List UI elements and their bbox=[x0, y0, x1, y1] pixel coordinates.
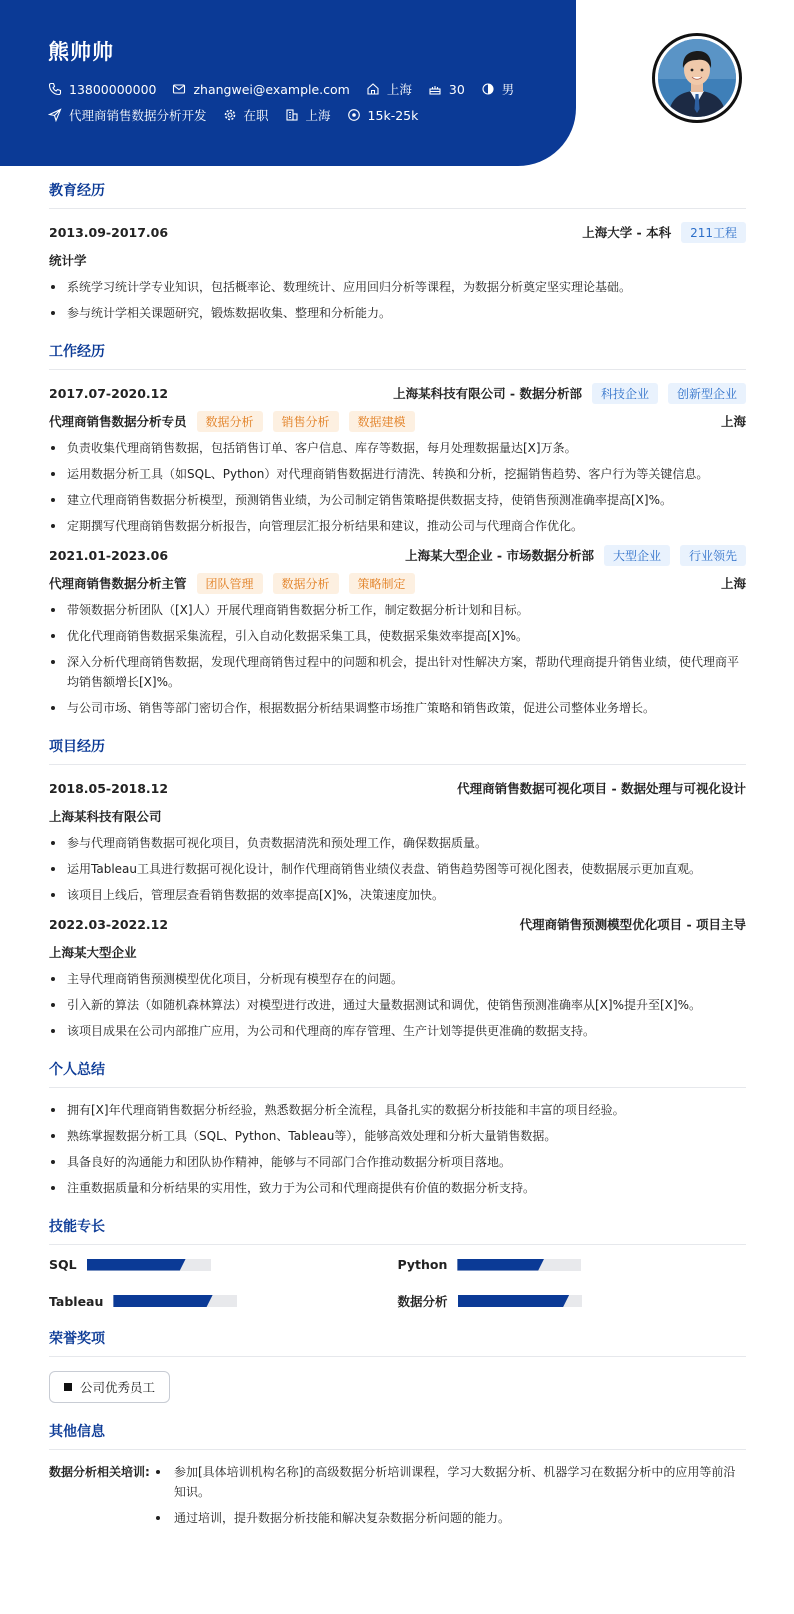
role-tag: 数据分析 bbox=[197, 411, 263, 432]
contact-row bbox=[48, 80, 530, 98]
other-label: 数据分析相关培训: bbox=[49, 1465, 150, 1479]
section-title: 教育经历 bbox=[49, 180, 746, 209]
skill-name: 数据分析 bbox=[397, 1294, 448, 1309]
company-tag: 创新型企业 bbox=[668, 383, 746, 404]
profile-photo bbox=[658, 39, 736, 117]
entry-date: 2013.09-2017.06 bbox=[49, 224, 169, 240]
role-name: 代理商销售数据分析专员 bbox=[49, 414, 187, 429]
bullet-list bbox=[49, 969, 746, 1041]
list-item: 该项目成果在公司内部推广应用，为公司和代理商的库存管理、生产计划等提供更准确的数据支持。 bbox=[49, 1021, 746, 1041]
role-tag: 销售分析 bbox=[273, 411, 339, 432]
skills-grid bbox=[49, 1257, 746, 1310]
entry-right bbox=[405, 545, 746, 566]
skills-section bbox=[49, 1216, 746, 1310]
section-title: 工作经历 bbox=[49, 341, 746, 370]
project-name: 代理商销售数据可视化项目 - 数据处理与可视化设计 bbox=[457, 781, 746, 796]
skill-bar bbox=[87, 1259, 211, 1271]
list-item: 熟练掌握数据分析工具（SQL、Python、Tableau等），能够高效处理和分析大量销售数据。 bbox=[49, 1126, 746, 1146]
major-row bbox=[49, 249, 746, 271]
skill-bar-fill bbox=[113, 1295, 212, 1307]
list-item: 带领数据分析团队（[X]人）开展代理商销售数据分析工作，制定数据分析计划和目标。 bbox=[49, 600, 746, 620]
project-company: 上海某大型企业 bbox=[49, 945, 137, 960]
salary-item bbox=[347, 108, 419, 123]
work-entry bbox=[49, 382, 746, 536]
company-tag: 行业领先 bbox=[680, 545, 746, 566]
entry-header bbox=[49, 544, 746, 566]
entry-header bbox=[49, 382, 746, 404]
list-item: 负责收集代理商销售数据，包括销售订单、客户信息、库存等数据，每月处理数据量达[X]万条。 bbox=[49, 438, 746, 458]
section-title: 个人总结 bbox=[49, 1059, 746, 1088]
entry-date: 2021.01-2023.06 bbox=[49, 547, 169, 563]
job-intent-row bbox=[48, 106, 434, 124]
cake-icon bbox=[428, 82, 442, 96]
candidate-name: 熊帅帅 bbox=[48, 40, 114, 64]
city-item bbox=[366, 80, 412, 98]
project-entry bbox=[49, 913, 746, 1041]
company-tag: 科技企业 bbox=[592, 383, 658, 404]
company-tag: 大型企业 bbox=[604, 545, 670, 566]
gender-text: 男 bbox=[501, 82, 515, 97]
email-text: zhangwei@example.com bbox=[193, 81, 350, 97]
entry-date: 2018.05-2018.12 bbox=[49, 780, 169, 796]
project-company-row bbox=[49, 941, 746, 963]
section-title: 项目经历 bbox=[49, 736, 746, 765]
role-row bbox=[49, 572, 746, 594]
square-bullet-icon bbox=[64, 1383, 72, 1391]
list-item: 注重数据质量和分析结果的实用性，致力于为公司和代理商提供有价值的数据分析支持。 bbox=[49, 1178, 746, 1198]
section-title: 技能专长 bbox=[49, 1216, 746, 1245]
salary-text: 15k-25k bbox=[367, 107, 419, 123]
target-city-text: 上海 bbox=[305, 108, 331, 123]
project-company-row bbox=[49, 805, 746, 827]
bullet-list bbox=[49, 1100, 746, 1198]
list-item: 深入分析代理商销售数据，发现代理商销售过程中的问题和机会，提出针对性解决方案，帮助代理商提升销售业绩，使代理商平均销售额增长[X]%。 bbox=[49, 652, 746, 692]
role-location: 上海 bbox=[720, 576, 746, 591]
skill-name: Python bbox=[397, 1257, 448, 1272]
work-section bbox=[49, 341, 746, 718]
award-name: 公司优秀员工 bbox=[80, 1380, 156, 1395]
award-badge bbox=[49, 1371, 170, 1403]
school-name: 上海大学 - 本科 bbox=[582, 225, 672, 240]
skill-bar-fill bbox=[87, 1259, 186, 1271]
list-item: 运用Tableau工具进行数据可视化设计，制作代理商销售业绩仪表盘、销售趋势图等可视化图表，使数据展示更加直观。 bbox=[49, 859, 746, 879]
target-city-item bbox=[285, 106, 331, 124]
bullet-list bbox=[49, 600, 746, 718]
role-tag: 数据分析 bbox=[273, 573, 339, 594]
skill-item bbox=[398, 1292, 747, 1310]
role-tag: 策略制定 bbox=[349, 573, 415, 594]
role-location: 上海 bbox=[720, 414, 746, 429]
project-entry bbox=[49, 777, 746, 905]
city-text: 上海 bbox=[386, 82, 412, 97]
company-name: 上海某科技有限公司 - 数据分析部 bbox=[393, 386, 582, 401]
role-left bbox=[49, 573, 415, 594]
list-item: 参与统计学相关课题研究，锻炼数据收集、整理和分析能力。 bbox=[49, 303, 746, 323]
list-item: 具备良好的沟通能力和团队协作精神，能够与不同部门合作推动数据分析项目落地。 bbox=[49, 1152, 746, 1172]
entry-header bbox=[49, 221, 746, 243]
home-icon bbox=[366, 82, 380, 96]
bullet-list bbox=[49, 277, 746, 323]
list-item: 参加[具体培训机构名称]的高级数据分析培训课程，学习大数据分析、机器学习在数据分析中的应用等前沿知识。 bbox=[154, 1462, 746, 1502]
role-tag: 团队管理 bbox=[197, 573, 263, 594]
age-text: 30 bbox=[448, 81, 465, 97]
building-icon bbox=[285, 108, 299, 122]
list-item: 建立代理商销售数据分析模型，预测销售业绩，为公司制定销售策略提供数据支持，使销售预测准确率提高[X]%。 bbox=[49, 490, 746, 510]
gender-item bbox=[481, 80, 515, 98]
entry-header bbox=[49, 913, 746, 935]
list-item: 参与代理商销售数据可视化项目，负责数据清洗和预处理工作，确保数据质量。 bbox=[49, 833, 746, 853]
phone-icon bbox=[48, 82, 62, 96]
skill-item bbox=[49, 1292, 398, 1310]
gear-icon bbox=[223, 108, 237, 122]
money-icon bbox=[347, 108, 361, 122]
other-section bbox=[49, 1421, 746, 1534]
skill-name: SQL bbox=[49, 1257, 77, 1272]
entry-right bbox=[582, 222, 746, 243]
company-name: 上海某大型企业 - 市场数据分析部 bbox=[405, 548, 594, 563]
skill-name: Tableau bbox=[49, 1293, 104, 1309]
project-name: 代理商销售预测模型优化项目 - 项目主导 bbox=[519, 917, 746, 932]
list-item: 运用数据分析工具（如SQL、Python）对代理商销售数据进行清洗、转换和分析，挖掘销售趋势、客户行为等关键信息。 bbox=[49, 464, 746, 484]
role-name: 代理商销售数据分析主管 bbox=[49, 576, 187, 591]
skill-bar-fill bbox=[458, 1295, 570, 1307]
projects-section bbox=[49, 736, 746, 1041]
skill-bar bbox=[113, 1295, 237, 1307]
school-tag: 211工程 bbox=[681, 222, 746, 243]
age-item bbox=[428, 82, 465, 97]
section-title: 荣誉奖项 bbox=[49, 1328, 746, 1357]
other-row bbox=[49, 1462, 746, 1534]
entry-date: 2017.07-2020.12 bbox=[49, 385, 169, 401]
gender-icon bbox=[481, 82, 495, 96]
phone-item bbox=[48, 82, 156, 97]
major-name: 统计学 bbox=[49, 253, 87, 268]
role-left bbox=[49, 411, 415, 432]
skill-bar bbox=[458, 1295, 582, 1307]
awards-section bbox=[49, 1328, 746, 1403]
list-item: 通过培训，提升数据分析技能和解决复杂数据分析问题的能力。 bbox=[154, 1508, 746, 1528]
list-item: 该项目上线后，管理层查看销售数据的效率提高[X]%，决策速度加快。 bbox=[49, 885, 746, 905]
skill-bar bbox=[457, 1259, 581, 1271]
list-item: 定期撰写代理商销售数据分析报告，向管理层汇报分析结果和建议，推动公司与代理商合作优化。 bbox=[49, 516, 746, 536]
list-item: 引入新的算法（如随机森林算法）对模型进行改进，通过大量数据测试和调优，使销售预测准确率从[X]%提升至[X]%。 bbox=[49, 995, 746, 1015]
entry-header bbox=[49, 777, 746, 799]
list-item: 主导代理商销售预测模型优化项目，分析现有模型存在的问题。 bbox=[49, 969, 746, 989]
work-entry bbox=[49, 544, 746, 718]
skill-item bbox=[398, 1257, 747, 1272]
role-tag: 数据建模 bbox=[349, 411, 415, 432]
project-company: 上海某科技有限公司 bbox=[49, 809, 162, 824]
bullet-list bbox=[49, 438, 746, 536]
status-item bbox=[223, 106, 269, 124]
position-text: 代理商销售数据分析开发 bbox=[69, 108, 207, 123]
email-item bbox=[172, 82, 349, 97]
position-item bbox=[48, 106, 207, 124]
avatar bbox=[652, 33, 742, 123]
bullet-list bbox=[154, 1462, 746, 1534]
status-text: 在职 bbox=[243, 108, 269, 123]
resume-content bbox=[49, 180, 746, 1552]
list-item: 优化代理商销售数据采集流程，引入自动化数据采集工具，使数据采集效率提高[X]%。 bbox=[49, 626, 746, 646]
list-item: 系统学习统计学专业知识，包括概率论、数理统计、应用回归分析等课程，为数据分析奠定坚实理论基础。 bbox=[49, 277, 746, 297]
send-icon bbox=[48, 108, 62, 122]
role-row bbox=[49, 410, 746, 432]
summary-section bbox=[49, 1059, 746, 1198]
phone-text: 13800000000 bbox=[69, 81, 157, 97]
skill-bar-fill bbox=[457, 1259, 544, 1271]
bullet-list bbox=[49, 833, 746, 905]
section-title: 其他信息 bbox=[49, 1421, 746, 1450]
education-entry bbox=[49, 221, 746, 323]
entry-right bbox=[393, 383, 746, 404]
entry-date: 2022.03-2022.12 bbox=[49, 916, 169, 932]
list-item: 与公司市场、销售等部门密切合作，根据数据分析结果调整市场推广策略和销售政策，促进公司整体业务增长。 bbox=[49, 698, 746, 718]
skill-item bbox=[49, 1257, 398, 1272]
list-item: 拥有[X]年代理商销售数据分析经验，熟悉数据分析全流程，具备扎实的数据分析技能和丰富的项目经验。 bbox=[49, 1100, 746, 1120]
mail-icon bbox=[172, 82, 186, 96]
education-section bbox=[49, 180, 746, 323]
